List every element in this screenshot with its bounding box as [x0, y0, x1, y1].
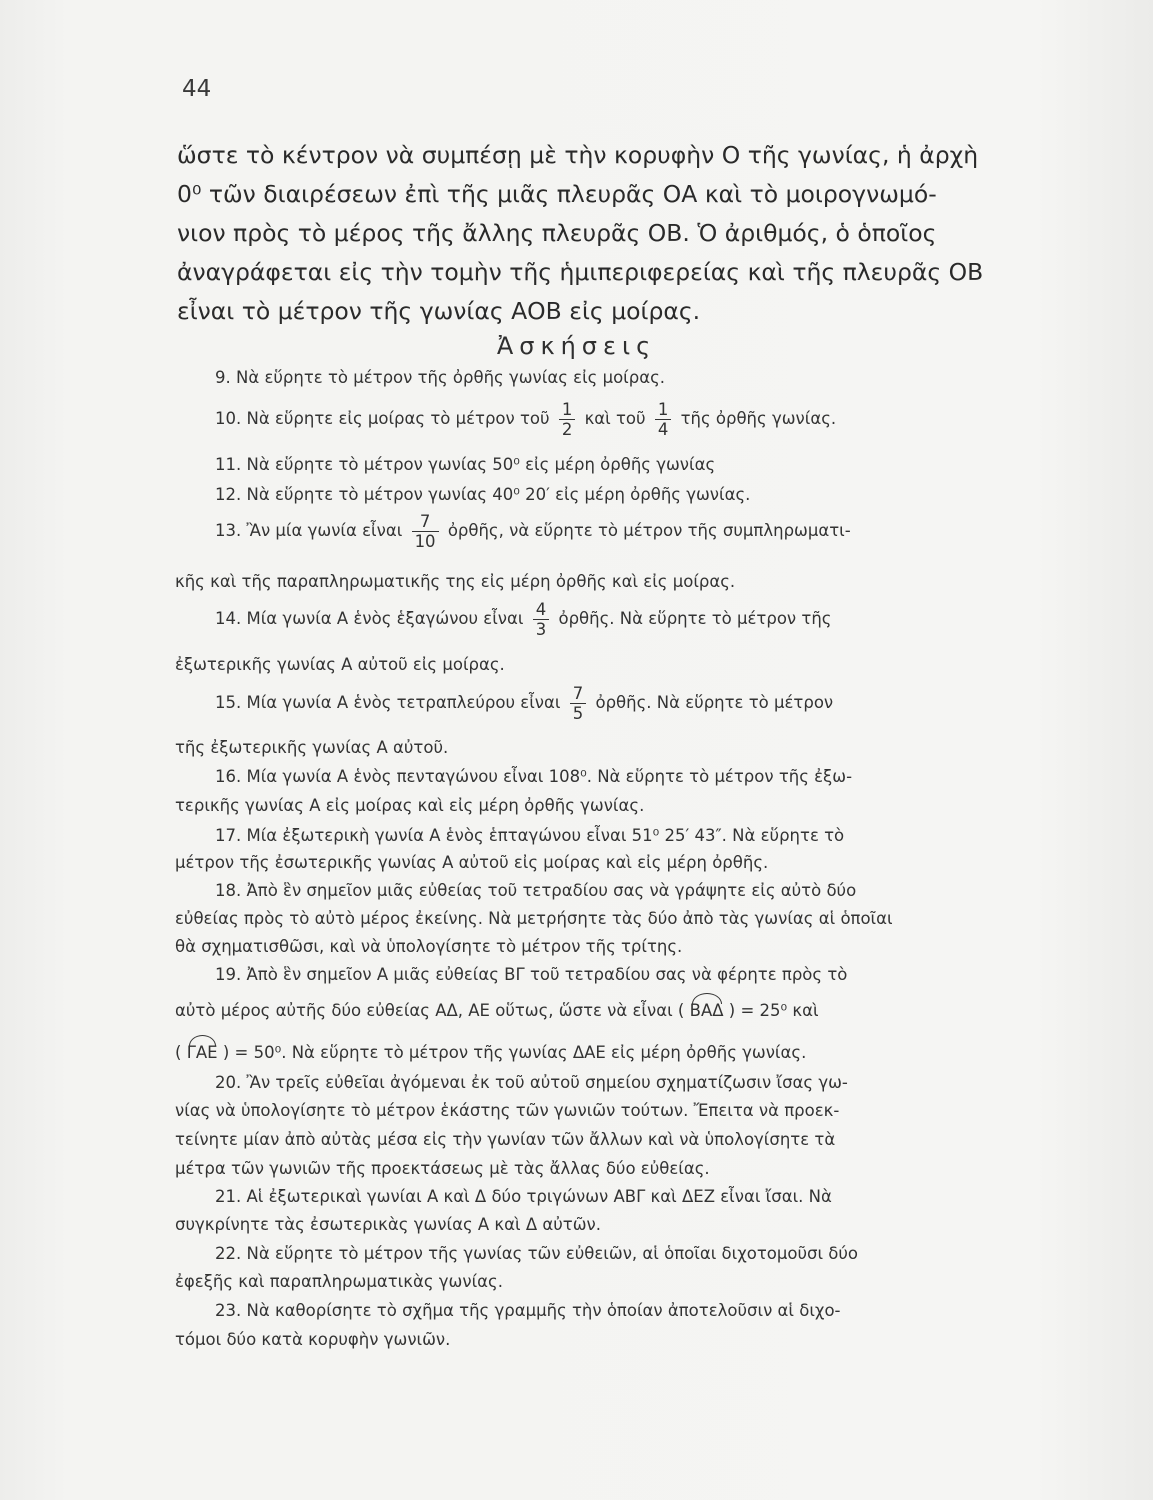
exercise-line: θὰ σχηματισθῶσι, καὶ νὰ ὑπολογίσητε τὸ μέτρον τῆς τρίτης. [175, 937, 683, 956]
fraction-seven-fifths [570, 684, 587, 723]
exercise-line: 16. Μία γωνία Α ἑνὸς πενταγώνου εἶναι 108⁰. Νὰ εὕρητε τὸ μέτρον τῆς ἐξω- [215, 767, 853, 786]
exercise-line: καὶ τοῦ [584, 409, 646, 428]
numerator: 4 [535, 600, 547, 619]
fraction-four-thirds [533, 600, 550, 639]
exercise-line: 9. Νὰ εὕρητε τὸ μέτρον τῆς ὀρθῆς γωνίας εἰς μοίρας. [215, 368, 666, 387]
exercise-16-cont [175, 796, 1075, 815]
exercise-22-cont [175, 1272, 1075, 1291]
denominator: 4 [655, 419, 672, 439]
exercise-20 [175, 1073, 1075, 1092]
exercise-19 [175, 965, 1075, 984]
exercise-19-cont [175, 1001, 1075, 1020]
exercise-16 [175, 767, 1075, 786]
exercise-17-cont [175, 853, 1075, 872]
exercise-line: 11. Νὰ εὕρητε τὸ μέτρον γωνίας 50⁰ εἰς μέρη ὀρθῆς γωνίας [215, 455, 716, 474]
intro-line: εἶναι τὸ μέτρον τῆς γωνίας ΑΟΒ εἰς μοίρας. [177, 297, 701, 325]
exercise-22 [175, 1244, 1075, 1263]
intro-line: ὥστε τὸ κέντρον νὰ συμπέσῃ μὲ τὴν κορυφὴν Ο τῆς γωνίας, ἡ ἀρχὴ [177, 141, 979, 169]
exercise-line: μέτρον τῆς ἐσωτερικῆς γωνίας Α αὐτοῦ εἰς μοίρας καὶ εἰς μέρη ὀρθῆς. [175, 853, 769, 872]
exercise-line: 13. Ἂν μία γωνία εἶναι [215, 521, 403, 540]
exercise-line: 21. Αἱ ἐξωτερικαὶ γωνίαι Α καὶ Δ δύο τριγώνων ΑΒΓ καὶ ΔΕΖ εἶναι ἴσαι. Νὰ [215, 1187, 832, 1206]
exercise-line: 17. Μία ἐξωτερικὴ γωνία Α ἑνὸς ἑπταγώνου εἶναι 51⁰ 25′ 43″. Νὰ εὕρητε τὸ [215, 826, 845, 845]
exercise-line: ) = 50⁰. Νὰ εὕρητε τὸ μέτρον τῆς γωνίας ΔΑΕ εἰς μέρη ὀρθῆς γωνίας. [222, 1043, 807, 1062]
exercise-line: τερικῆς γωνίας Α εἰς μοίρας καὶ εἰς μέρη ὀρθῆς γωνίας. [175, 796, 645, 815]
exercise-20-cont [175, 1130, 1075, 1149]
angle-bad: ΒΑΔ [689, 1001, 724, 1020]
exercise-line: τῆς ἐξωτερικῆς γωνίας Α αὐτοῦ. [175, 738, 449, 757]
exercise-21-cont [175, 1215, 1075, 1234]
numerator: 1 [561, 400, 573, 419]
exercise-17 [175, 826, 1075, 845]
intro-line: νιον πρὸς τὸ μέρος τῆς ἄλλης πλευρᾶς ΟΒ. Ὁ ἀριθμός, ὁ ὁποῖος [177, 219, 937, 247]
exercise-line: 18. Ἀπὸ ἓν σημεῖον μιᾶς εὐθείας τοῦ τετραδίου σας νὰ γράψητε εἰς αὐτὸ δύο [215, 881, 857, 900]
exercise-line: 20. Ἂν τρεῖς εὐθεῖαι ἀγόμεναι ἐκ τοῦ αὐτοῦ σημείου σχηματίζωσιν ἴσας γω- [215, 1073, 848, 1092]
exercise-line: 15. Μία γωνία Α ἑνὸς τετραπλεύρου εἶναι [215, 693, 561, 712]
exercise-line: ὀρθῆς, νὰ εὕρητε τὸ μέτρον τῆς συμπληρωματι- [447, 521, 851, 540]
exercise-line: 23. Νὰ καθορίσητε τὸ σχῆμα τῆς γραμμῆς τὴν ὁποίαν ἀποτελοῦσιν αἱ διχο- [215, 1301, 841, 1320]
exercise-line: ὀρθῆς. Νὰ εὕρητε τὸ μέτρον [595, 693, 834, 712]
exercise-line: ὀρθῆς. Νὰ εὕρητε τὸ μέτρον τῆς [558, 609, 832, 628]
intro-line: 0⁰ τῶν διαιρέσεων ἐπὶ τῆς μιᾶς πλευρᾶς ΟΑ καὶ τὸ μοιρογνωμό- [177, 180, 937, 208]
exercise-line: ) = 25⁰ καὶ [728, 1001, 819, 1020]
exercise-13 [175, 512, 1075, 551]
exercise-14 [175, 600, 1075, 639]
numerator: 7 [572, 684, 584, 703]
exercise-10 [175, 400, 1075, 439]
page-number: 44 [182, 76, 212, 102]
denominator: 10 [412, 531, 439, 551]
intro-line: ἀναγράφεται εἰς τὴν τομὴν τῆς ἡμιπεριφερείας καὶ τῆς πλευρᾶς ΟΒ [177, 258, 984, 286]
exercise-line: τῆς ὀρθῆς γωνίας. [680, 409, 837, 428]
exercise-15 [175, 684, 1075, 723]
angle-gae: ΓΑΕ [186, 1043, 218, 1062]
exercise-20-cont [175, 1101, 1075, 1120]
exercise-line: 10. Νὰ εὕρητε εἰς μοίρας τὸ μέτρον τοῦ [215, 409, 550, 428]
denominator: 5 [570, 703, 587, 723]
exercise-15-cont [175, 738, 1075, 757]
denominator: 2 [559, 419, 576, 439]
exercise-line: ἐξωτερικῆς γωνίας Α αὐτοῦ εἰς μοίρας. [175, 655, 505, 674]
exercise-18 [175, 881, 1075, 900]
exercise-11 [175, 455, 1075, 474]
exercise-20-cont [175, 1159, 1075, 1178]
exercise-line: 14. Μία γωνία Α ἑνὸς ἑξαγώνου εἶναι [215, 609, 524, 628]
exercise-line: κῆς καὶ τῆς παραπληρωματικῆς της εἰς μέρη ὀρθῆς καὶ εἰς μοίρας. [175, 572, 736, 591]
exercise-line: 22. Νὰ εὕρητε τὸ μέτρον τῆς γωνίας τῶν εὐθειῶν, αἱ ὁποῖαι διχοτομοῦσι δύο [215, 1244, 859, 1263]
exercise-9 [175, 368, 1075, 387]
numerator: 7 [419, 512, 431, 531]
exercise-line: συγκρίνητε τὰς ἐσωτερικὰς γωνίας Α καὶ Δ αὐτῶν. [175, 1215, 602, 1234]
exercise-line: μέτρα τῶν γωνιῶν τῆς προεκτάσεως μὲ τὰς ἄλλας δύο εὐθείας. [175, 1159, 710, 1178]
exercise-line: ( [175, 1043, 182, 1062]
exercise-23 [175, 1301, 1075, 1320]
exercise-13-cont [175, 572, 1075, 591]
exercise-14-cont [175, 655, 1075, 674]
exercise-19-cont [175, 1043, 1075, 1062]
exercise-line: 12. Νὰ εὕρητε τὸ μέτρον γωνίας 40⁰ 20′ εἰς μέρη ὀρθῆς γωνίας. [215, 485, 751, 504]
exercise-18-cont [175, 937, 1075, 956]
section-heading: Ἀσκήσεις [496, 332, 657, 360]
numerator: 1 [657, 400, 669, 419]
fraction-seven-tenths [412, 512, 439, 551]
exercise-line: αὐτὸ μέρος αὐτῆς δύο εὐθείας ΑΔ, ΑΕ οὕτως, ὥστε νὰ εἶναι ( [175, 1001, 685, 1020]
exercise-line: 19. Ἀπὸ ἓν σημεῖον Α μιᾶς εὐθείας ΒΓ τοῦ τετραδίου σας νὰ φέρητε πρὸς τὸ [215, 965, 848, 984]
exercise-12 [175, 485, 1075, 504]
exercise-18-cont [175, 909, 1075, 928]
exercise-line: ἐφεξῆς καὶ παραπληρωματικὰς γωνίας. [175, 1272, 503, 1291]
exercise-line: εὐθείας πρὸς τὸ αὐτὸ μέρος ἐκείνης. Νὰ μετρήσητε τὰς δύο ἀπὸ τὰς γωνίας αἱ ὁποῖαι [175, 909, 893, 928]
fraction-one-quarter [655, 400, 672, 439]
exercise-line: τείνητε μίαν ἀπὸ αὐτὰς μέσα εἰς τὴν γωνίαν τῶν ἄλλων καὶ νὰ ὑπολογίσητε τὰ [175, 1130, 836, 1149]
exercise-line: τόμοι δύο κατὰ κορυφὴν γωνιῶν. [175, 1330, 451, 1349]
exercise-21 [175, 1187, 1075, 1206]
exercise-line: νίας νὰ ὑπολογίσητε τὸ μέτρον ἑκάστης τῶν γωνιῶν τούτων. Ἔπειτα νὰ προεκ- [175, 1101, 840, 1120]
denominator: 3 [533, 619, 550, 639]
exercise-23-cont [175, 1330, 1075, 1349]
intro-paragraph [177, 136, 1092, 331]
fraction-one-half [559, 400, 576, 439]
